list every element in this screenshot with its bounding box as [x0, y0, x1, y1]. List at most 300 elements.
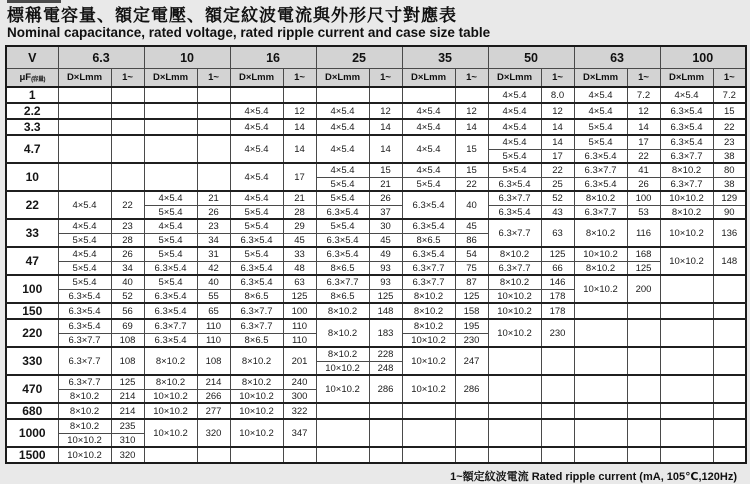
cell-47-6.3-ripple-s2: 34: [111, 261, 144, 275]
cell-47-10-ripple-s2: 42: [197, 261, 230, 275]
cell-220-10-dims-s1: 6.3×7.7: [144, 319, 197, 333]
cell-10-6.3-ripple-span: [111, 163, 144, 191]
cell-220-16-ripple-s2: 110: [283, 333, 316, 347]
subheader-ripple-6.3: 1~: [111, 69, 144, 88]
cell-470-10-ripple-s2: 266: [197, 389, 230, 403]
cell-33-10-ripple-s1: 23: [197, 219, 230, 233]
cell-33-35-dims-s2: 8×6.5: [402, 233, 455, 247]
cell-1000-10-dims-span: 10×10.2: [144, 419, 197, 447]
cell-1-100-dims: 4×5.4: [660, 87, 713, 103]
cell-1000-50-dims-span: [488, 419, 541, 447]
cell-150-100-dims: [660, 303, 713, 319]
cell-470-100-dims-span: [660, 375, 713, 403]
cell-470-35-ripple-span: 286: [455, 375, 488, 403]
cell-1000-6.3-dims-s1: 8×10.2: [58, 419, 111, 433]
cell-1-6.3-ripple: [111, 87, 144, 103]
cell-1000-10-ripple-span: 320: [197, 419, 230, 447]
cell-10-10-ripple-span: [197, 163, 230, 191]
cell-100-50-ripple-s2: 178: [541, 289, 574, 303]
cell-33-25-ripple-s1: 30: [369, 219, 402, 233]
cell-220-6.3-dims-s2: 6.3×7.7: [58, 333, 111, 347]
cell-47-35-dims-s2: 6.3×7.7: [402, 261, 455, 275]
cell-1-63-dims: 4×5.4: [574, 87, 627, 103]
cell-100-6.3-ripple-s1: 40: [111, 275, 144, 289]
cell-470-100-ripple-span: [713, 375, 746, 403]
cell-100-16-ripple-s1: 63: [283, 275, 316, 289]
cell-100-16-dims-s2: 8×6.5: [230, 289, 283, 303]
table-row: [6, 347, 746, 361]
cell-4.7-10-dims-span: [144, 135, 197, 163]
cell-220-50-dims-span: 10×10.2: [488, 319, 541, 347]
cell-47-25-ripple-s1: 49: [369, 247, 402, 261]
cell-3.3-100-dims: 6.3×5.4: [660, 119, 713, 135]
cell-330-63-dims-span: [574, 347, 627, 375]
cell-1000-63-dims-span: [574, 419, 627, 447]
cell-1-10-ripple: [197, 87, 230, 103]
subheader-dims-10: D×Lmm: [144, 69, 197, 88]
cell-680-63-ripple: [627, 403, 660, 419]
cell-33-16-ripple-s1: 29: [283, 219, 316, 233]
cell-22-16-dims-s2: 5×5.4: [230, 205, 283, 219]
cell-4.7-50-dims-s2: 5×5.4: [488, 149, 541, 163]
row-cap-3.3: 3.3: [6, 119, 58, 135]
cell-220-16-dims-s1: 6.3×7.7: [230, 319, 283, 333]
cell-220-10-ripple-s1: 110: [197, 319, 230, 333]
cell-1500-63-dims: [574, 447, 627, 463]
voltage-header-25: 25: [316, 46, 402, 69]
cell-330-25-ripple-s1: 228: [369, 347, 402, 361]
cell-22-35-dims-span: 6.3×5.4: [402, 191, 455, 219]
cell-470-16-ripple-s2: 300: [283, 389, 316, 403]
row-cap-150: 150: [6, 303, 58, 319]
cell-22-16-dims-s1: 4×5.4: [230, 191, 283, 205]
table-row: [6, 319, 746, 333]
cell-33-63-dims-span: 8×10.2: [574, 219, 627, 247]
cell-33-10-dims-s2: 5×5.4: [144, 233, 197, 247]
cell-330-35-ripple-span: 247: [455, 347, 488, 375]
cell-22-63-dims-s1: 8×10.2: [574, 191, 627, 205]
cell-150-63-dims: [574, 303, 627, 319]
cell-22-100-ripple-s2: 90: [713, 205, 746, 219]
cell-2.2-100-dims: 6.3×5.4: [660, 103, 713, 119]
cell-1500-25-ripple: [369, 447, 402, 463]
cell-470-16-dims-s2: 10×10.2: [230, 389, 283, 403]
cell-3.3-6.3-ripple: [111, 119, 144, 135]
cell-1000-35-ripple-span: [455, 419, 488, 447]
cell-4.7-100-ripple-s1: 23: [713, 135, 746, 149]
cell-22-63-dims-s2: 6.3×7.7: [574, 205, 627, 219]
cell-22-25-dims-s2: 6.3×5.4: [316, 205, 369, 219]
cell-47-16-dims-s2: 6.3×5.4: [230, 261, 283, 275]
cell-150-35-ripple: 158: [455, 303, 488, 319]
cell-33-25-ripple-s2: 45: [369, 233, 402, 247]
cell-10-100-dims-s2: 6.3×7.7: [660, 177, 713, 191]
cell-10-35-dims-s1: 4×5.4: [402, 163, 455, 177]
cell-47-63-dims-s2: 8×10.2: [574, 261, 627, 275]
cell-10-25-ripple-s1: 15: [369, 163, 402, 177]
cell-2.2-100-ripple: 15: [713, 103, 746, 119]
table-row: [6, 375, 746, 389]
subheader-dims-25: D×Lmm: [316, 69, 369, 88]
cell-1-63-ripple: 7.2: [627, 87, 660, 103]
cell-330-50-dims-span: [488, 347, 541, 375]
cell-22-63-ripple-s2: 53: [627, 205, 660, 219]
cell-47-63-dims-s1: 10×10.2: [574, 247, 627, 261]
cell-3.3-6.3-dims: [58, 119, 111, 135]
cell-33-10-dims-s1: 4×5.4: [144, 219, 197, 233]
cell-10-16-ripple-span: 17: [283, 163, 316, 191]
cell-330-16-ripple-span: 201: [283, 347, 316, 375]
voltage-header-63: 63: [574, 46, 660, 69]
cell-100-35-dims-s2: 8×10.2: [402, 289, 455, 303]
header-voltage-row: [6, 46, 746, 69]
cell-150-6.3-dims: 6.3×5.4: [58, 303, 111, 319]
cell-2.2-6.3-ripple: [111, 103, 144, 119]
cell-1500-6.3-ripple: 320: [111, 447, 144, 463]
cell-470-10-ripple-s1: 214: [197, 375, 230, 389]
cell-4.7-16-dims-span: 4×5.4: [230, 135, 283, 163]
subheader-ripple-35: 1~: [455, 69, 488, 88]
cell-100-6.3-ripple-s2: 52: [111, 289, 144, 303]
cell-33-100-ripple-span: 136: [713, 219, 746, 247]
cell-1000-35-dims-span: [402, 419, 455, 447]
cell-3.3-63-ripple: 14: [627, 119, 660, 135]
cell-100-25-ripple-s1: 93: [369, 275, 402, 289]
cell-3.3-10-dims: [144, 119, 197, 135]
cell-22-35-ripple-span: 40: [455, 191, 488, 219]
cell-680-25-dims: [316, 403, 369, 419]
cell-1500-100-dims: [660, 447, 713, 463]
cell-150-16-ripple: 100: [283, 303, 316, 319]
cell-220-35-ripple-s2: 230: [455, 333, 488, 347]
cell-1000-25-ripple-span: [369, 419, 402, 447]
cell-220-25-dims-span: 8×10.2: [316, 319, 369, 347]
cell-1500-16-dims: [230, 447, 283, 463]
cell-1000-100-dims-span: [660, 419, 713, 447]
cell-10-25-ripple-s2: 21: [369, 177, 402, 191]
cell-470-16-dims-s1: 8×10.2: [230, 375, 283, 389]
subheader-ripple-25: 1~: [369, 69, 402, 88]
cell-100-50-ripple-s1: 146: [541, 275, 574, 289]
cell-470-50-ripple-span: [541, 375, 574, 403]
cell-22-6.3-dims-span: 4×5.4: [58, 191, 111, 219]
cell-4.7-6.3-ripple-span: [111, 135, 144, 163]
cell-47-6.3-ripple-s1: 26: [111, 247, 144, 261]
cell-47-35-ripple-s2: 75: [455, 261, 488, 275]
cell-10-100-ripple-s2: 38: [713, 177, 746, 191]
cell-220-10-dims-s2: 6.3×5.4: [144, 333, 197, 347]
cell-470-10-dims-s1: 8×10.2: [144, 375, 197, 389]
cell-100-25-ripple-s2: 125: [369, 289, 402, 303]
cell-22-50-dims-s2: 6.3×5.4: [488, 205, 541, 219]
cell-4.7-100-dims-s1: 6.3×5.4: [660, 135, 713, 149]
cell-4.7-50-ripple-s2: 17: [541, 149, 574, 163]
cell-100-6.3-dims-s2: 6.3×5.4: [58, 289, 111, 303]
cell-4.7-35-ripple-span: 15: [455, 135, 488, 163]
cell-330-6.3-dims-span: 6.3×7.7: [58, 347, 111, 375]
cell-1-10-dims: [144, 87, 197, 103]
cell-4.7-63-ripple-s1: 17: [627, 135, 660, 149]
cell-4.7-6.3-dims-span: [58, 135, 111, 163]
cell-47-10-ripple-s1: 31: [197, 247, 230, 261]
row-cap-220: 220: [6, 319, 58, 347]
cell-100-100-ripple-span: [713, 275, 746, 303]
cell-47-6.3-dims-s1: 4×5.4: [58, 247, 111, 261]
cell-220-100-ripple-span: [713, 319, 746, 347]
cell-1500-25-dims: [316, 447, 369, 463]
cell-1000-63-ripple-span: [627, 419, 660, 447]
table-row: [6, 87, 746, 103]
cell-680-10-ripple: 277: [197, 403, 230, 419]
cell-33-16-dims-s2: 6.3×5.4: [230, 233, 283, 247]
cell-470-6.3-ripple-s2: 214: [111, 389, 144, 403]
cell-680-10-dims: 10×10.2: [144, 403, 197, 419]
cell-47-50-ripple-s2: 66: [541, 261, 574, 275]
cell-33-16-ripple-s2: 45: [283, 233, 316, 247]
cell-330-25-dims-s1: 8×10.2: [316, 347, 369, 361]
cell-2.2-50-ripple: 12: [541, 103, 574, 119]
subheader-ripple-10: 1~: [197, 69, 230, 88]
cell-1-16-dims: [230, 87, 283, 103]
cell-10-100-ripple-s1: 80: [713, 163, 746, 177]
cell-33-25-dims-s1: 5×5.4: [316, 219, 369, 233]
ripple-current-footnote: 1~額定紋波電流 Rated ripple current (mA, 105℃,120Hz): [450, 471, 737, 484]
cell-47-50-ripple-s1: 125: [541, 247, 574, 261]
cell-1500-10-ripple: [197, 447, 230, 463]
subheader-dims-6.3: D×Lmm: [58, 69, 111, 88]
cell-47-50-dims-s1: 8×10.2: [488, 247, 541, 261]
cell-3.3-50-dims: 4×5.4: [488, 119, 541, 135]
row-cap-330: 330: [6, 347, 58, 375]
cell-220-63-ripple-span: [627, 319, 660, 347]
table-row: [6, 447, 746, 463]
cell-150-6.3-ripple: 56: [111, 303, 144, 319]
cell-1-50-dims: 4×5.4: [488, 87, 541, 103]
cell-47-100-dims-span: 10×10.2: [660, 247, 713, 275]
cell-100-35-ripple-s2: 125: [455, 289, 488, 303]
cell-1500-10-dims: [144, 447, 197, 463]
cell-10-63-dims-s2: 6.3×5.4: [574, 177, 627, 191]
cell-100-25-dims-s1: 6.3×7.7: [316, 275, 369, 289]
voltage-header-50: 50: [488, 46, 574, 69]
cell-4.7-100-ripple-s2: 38: [713, 149, 746, 163]
cell-220-63-dims-span: [574, 319, 627, 347]
cell-220-6.3-ripple-s1: 69: [111, 319, 144, 333]
table-row: [6, 247, 746, 261]
cell-680-50-ripple: [541, 403, 574, 419]
corner-v-label: V: [6, 46, 58, 69]
cell-150-50-dims: 10×10.2: [488, 303, 541, 319]
table-row: [6, 419, 746, 433]
cell-33-6.3-ripple-s1: 23: [111, 219, 144, 233]
cell-1500-6.3-dims: 10×10.2: [58, 447, 111, 463]
cell-330-100-dims-span: [660, 347, 713, 375]
cell-22-16-ripple-s2: 28: [283, 205, 316, 219]
cell-680-100-dims: [660, 403, 713, 419]
uf-subscript: (容量): [31, 77, 46, 84]
row-cap-1: 1: [6, 87, 58, 103]
cell-22-10-ripple-s2: 26: [197, 205, 230, 219]
cell-100-50-dims-s2: 10×10.2: [488, 289, 541, 303]
cell-47-10-dims-s2: 6.3×5.4: [144, 261, 197, 275]
cell-10-6.3-dims-span: [58, 163, 111, 191]
cell-150-16-dims: 6.3×7.7: [230, 303, 283, 319]
cell-470-63-ripple-span: [627, 375, 660, 403]
cell-1000-16-ripple-span: 347: [283, 419, 316, 447]
cell-1-25-dims: [316, 87, 369, 103]
cell-220-6.3-dims-s1: 6.3×5.4: [58, 319, 111, 333]
cell-2.2-6.3-dims: [58, 103, 111, 119]
row-cap-100: 100: [6, 275, 58, 303]
cell-1-6.3-dims: [58, 87, 111, 103]
cell-680-6.3-dims: 8×10.2: [58, 403, 111, 419]
cell-220-16-dims-s2: 8×6.5: [230, 333, 283, 347]
cell-47-63-ripple-s1: 168: [627, 247, 660, 261]
cell-220-25-ripple-span: 183: [369, 319, 402, 347]
cell-220-35-ripple-s1: 195: [455, 319, 488, 333]
cell-10-50-ripple-s1: 22: [541, 163, 574, 177]
cell-100-100-dims-span: [660, 275, 713, 303]
cell-33-25-dims-s2: 6.3×5.4: [316, 233, 369, 247]
cell-47-16-ripple-s2: 48: [283, 261, 316, 275]
cell-220-100-dims-span: [660, 319, 713, 347]
cell-680-63-dims: [574, 403, 627, 419]
cell-10-63-ripple-s1: 41: [627, 163, 660, 177]
subheader-ripple-16: 1~: [283, 69, 316, 88]
table-row: [6, 119, 746, 135]
cell-150-10-ripple: 65: [197, 303, 230, 319]
cell-150-35-dims: 8×10.2: [402, 303, 455, 319]
cell-1000-6.3-dims-s2: 10×10.2: [58, 433, 111, 447]
subheader-dims-35: D×Lmm: [402, 69, 455, 88]
cell-22-10-dims-s1: 4×5.4: [144, 191, 197, 205]
cell-22-50-ripple-s1: 52: [541, 191, 574, 205]
cell-470-6.3-dims-s1: 6.3×7.7: [58, 375, 111, 389]
cell-4.7-10-ripple-span: [197, 135, 230, 163]
subheader-dims-63: D×Lmm: [574, 69, 627, 88]
cell-3.3-25-dims: 4×5.4: [316, 119, 369, 135]
cell-150-50-ripple: 178: [541, 303, 574, 319]
cell-3.3-16-dims: 4×5.4: [230, 119, 283, 135]
cell-100-16-ripple-s2: 125: [283, 289, 316, 303]
table-body: [6, 87, 746, 463]
table-row: [6, 163, 746, 177]
cell-10-63-ripple-s2: 26: [627, 177, 660, 191]
row-cap-10: 10: [6, 163, 58, 191]
cell-1-100-ripple: 7.2: [713, 87, 746, 103]
cell-100-10-ripple-s1: 40: [197, 275, 230, 289]
cell-3.3-50-ripple: 14: [541, 119, 574, 135]
cell-1000-16-dims-span: 10×10.2: [230, 419, 283, 447]
cell-330-16-dims-span: 8×10.2: [230, 347, 283, 375]
cell-100-25-dims-s2: 8×6.5: [316, 289, 369, 303]
cell-330-10-dims-span: 8×10.2: [144, 347, 197, 375]
table-row: [6, 403, 746, 419]
table-header: [6, 46, 746, 87]
cell-330-63-ripple-span: [627, 347, 660, 375]
cell-100-10-dims-s1: 5×5.4: [144, 275, 197, 289]
cell-47-25-ripple-s2: 93: [369, 261, 402, 275]
subheader-dims-100: D×Lmm: [660, 69, 713, 88]
cell-100-35-dims-s1: 6.3×7.7: [402, 275, 455, 289]
cell-4.7-63-dims-s2: 6.3×5.4: [574, 149, 627, 163]
cell-220-16-ripple-s1: 110: [283, 319, 316, 333]
cell-1500-63-ripple: [627, 447, 660, 463]
cell-2.2-25-dims: 4×5.4: [316, 103, 369, 119]
cell-330-6.3-ripple-span: 108: [111, 347, 144, 375]
cell-470-50-dims-span: [488, 375, 541, 403]
subheader-ripple-63: 1~: [627, 69, 660, 88]
cell-220-35-dims-s1: 8×10.2: [402, 319, 455, 333]
cell-22-100-ripple-s1: 129: [713, 191, 746, 205]
cell-470-35-dims-span: 10×10.2: [402, 375, 455, 403]
cell-330-25-ripple-s2: 248: [369, 361, 402, 375]
cell-10-35-ripple-s1: 15: [455, 163, 488, 177]
cell-680-35-ripple: [455, 403, 488, 419]
cell-47-50-dims-s2: 6.3×7.7: [488, 261, 541, 275]
cell-470-10-dims-s2: 10×10.2: [144, 389, 197, 403]
cell-680-35-dims: [402, 403, 455, 419]
cell-470-6.3-ripple-s1: 125: [111, 375, 144, 389]
uf-text: μF: [19, 72, 32, 84]
cell-4.7-25-ripple-span: 14: [369, 135, 402, 163]
cell-1-50-ripple: 8.0: [541, 87, 574, 103]
cell-1-25-ripple: [369, 87, 402, 103]
cell-2.2-25-ripple: 12: [369, 103, 402, 119]
voltage-header-100: 100: [660, 46, 746, 69]
cell-33-6.3-ripple-s2: 28: [111, 233, 144, 247]
table-row: [6, 103, 746, 119]
header-subcolumn-row: [6, 69, 746, 88]
cell-33-16-dims-s1: 5×5.4: [230, 219, 283, 233]
cell-100-6.3-dims-s1: 5×5.4: [58, 275, 111, 289]
cell-330-100-ripple-span: [713, 347, 746, 375]
cell-4.7-63-ripple-s2: 22: [627, 149, 660, 163]
cell-100-63-ripple-span: 200: [627, 275, 660, 303]
cell-10-63-dims-s1: 6.3×7.7: [574, 163, 627, 177]
corner-uf-label: [6, 69, 58, 88]
cell-47-6.3-dims-s2: 5×5.4: [58, 261, 111, 275]
cell-33-100-dims-span: 10×10.2: [660, 219, 713, 247]
cell-10-16-dims-span: 4×5.4: [230, 163, 283, 191]
cell-470-25-ripple-span: 286: [369, 375, 402, 403]
cell-330-10-ripple-span: 108: [197, 347, 230, 375]
cell-3.3-16-ripple: 14: [283, 119, 316, 135]
cell-22-100-dims-s2: 8×10.2: [660, 205, 713, 219]
cell-3.3-63-dims: 5×5.4: [574, 119, 627, 135]
voltage-header-10: 10: [144, 46, 230, 69]
cell-4.7-35-dims-span: 4×5.4: [402, 135, 455, 163]
cell-680-25-ripple: [369, 403, 402, 419]
cell-330-35-dims-span: 10×10.2: [402, 347, 455, 375]
cell-2.2-63-ripple: 12: [627, 103, 660, 119]
row-cap-22: 22: [6, 191, 58, 219]
cell-2.2-63-dims: 4×5.4: [574, 103, 627, 119]
cell-10-35-dims-s2: 5×5.4: [402, 177, 455, 191]
cell-1500-35-ripple: [455, 447, 488, 463]
cell-22-10-dims-s2: 5×5.4: [144, 205, 197, 219]
cell-22-100-dims-s1: 10×10.2: [660, 191, 713, 205]
cell-1-35-ripple: [455, 87, 488, 103]
cell-10-25-dims-s1: 4×5.4: [316, 163, 369, 177]
cell-10-25-dims-s2: 5×5.4: [316, 177, 369, 191]
cell-1500-16-ripple: [283, 447, 316, 463]
cell-330-25-dims-s2: 10×10.2: [316, 361, 369, 375]
row-cap-1500: 1500: [6, 447, 58, 463]
cell-2.2-35-dims: 4×5.4: [402, 103, 455, 119]
cell-22-25-dims-s1: 5×5.4: [316, 191, 369, 205]
cell-4.7-100-dims-s2: 6.3×7.7: [660, 149, 713, 163]
